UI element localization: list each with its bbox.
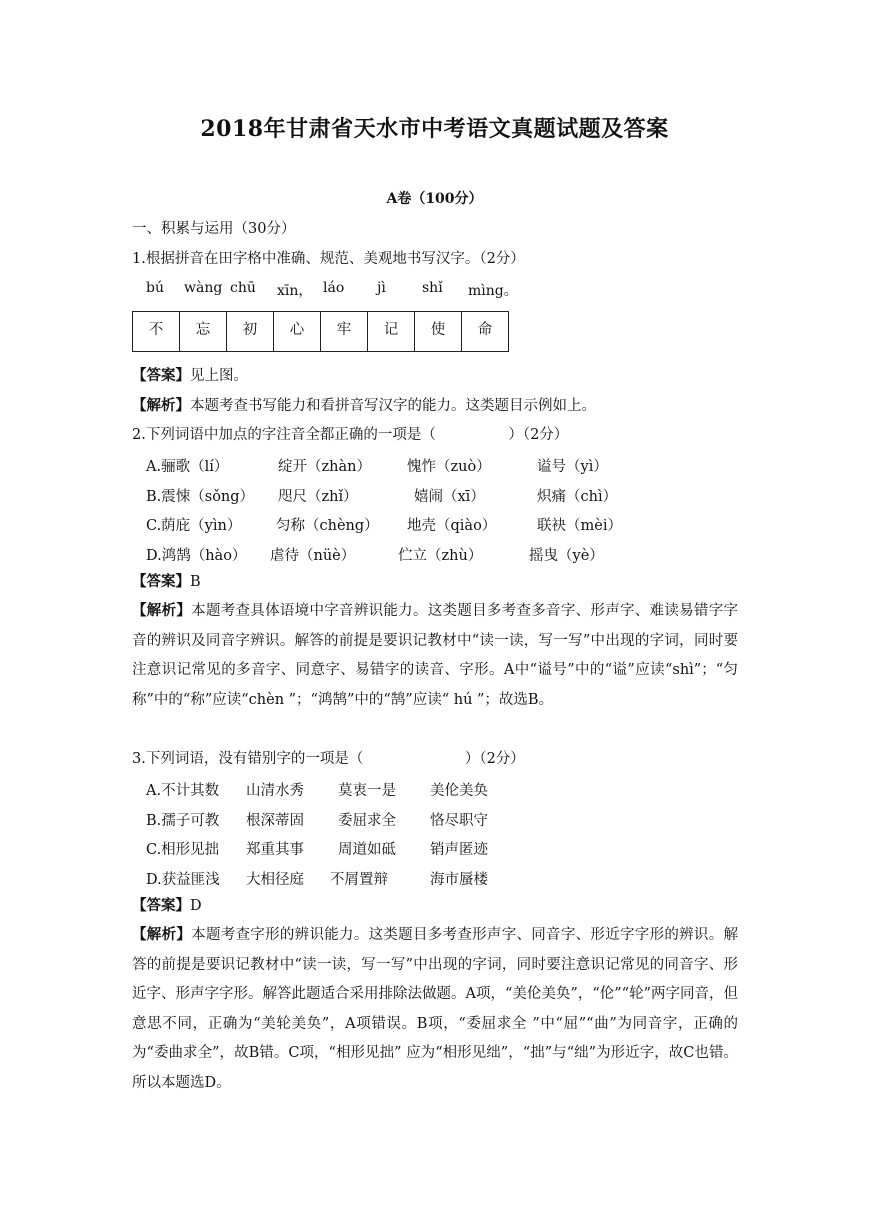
analysis-text: 本题考查字形的辨识能力。这类题目多考查形声字、同音字、形近字字形的辨识。解答的前提是要识记教材中“读一读，写一写”中出现的字词，同时要注意识记常见的同音字、形近字、形声字字形。解答此题适合采用排除法做题。A项，“美伦美奂”，“伦”“轮”两字同音，但意思不同，正确为“美轮美奂”，A项错误。B项，“委屈求全 ”中“屈”“曲”为同音字，正确的为“委曲求全”，故B错。C项，“相形见拙” 应为“相形见绌”，“拙”与“绌”为形近字，故C也错。所以本题选D。: [132, 927, 739, 1091]
q2-option-b-2: 咫尺（zhǐ）: [278, 489, 358, 505]
pinyin: jì: [377, 280, 386, 296]
q1-character-grid: [132, 311, 509, 352]
q2-option-d-2: 虐待（nüè）: [270, 548, 356, 564]
q3-option-d-1: D.获益匪浅: [146, 872, 220, 888]
q3-option-d-2: 大相径庭: [246, 872, 304, 888]
q2-option-a-2: 绽开（zhàn）: [278, 459, 371, 475]
analysis-text: 本题考查具体语境中字音辨识能力。这类题目多考查多音字、形声字、难读易错字字音的辨识及同音字辨识。解答的前提是要识记教材中“读一读，写一写”中出现的字词，同时要注意识记常见的多音字、同意字、易错字的读音、字形。A中“谥号”中的“谥”应读“shì”；“匀称”中的“称”应读“chèn ”；“鸿鹄”中的“鹄”应读“ hú ”；故选B。: [132, 603, 739, 708]
document-title: 2018年甘肃省天水市中考语文真题试题及答案: [200, 116, 669, 142]
grid-cell: 使: [415, 312, 462, 352]
q2-option-d-4: 摇曳（yè）: [529, 548, 604, 564]
grid-cell: 心: [274, 312, 321, 352]
answer-text: D: [190, 898, 202, 914]
q2-option-c-1: C.荫庇（yìn）: [146, 518, 242, 534]
grid-cell: 不: [133, 312, 180, 352]
q3-option-d-4: 海市蜃楼: [430, 872, 488, 888]
q3-option-c-1: C.相形见拙: [146, 842, 220, 858]
q3-option-b-1: B.孺子可教: [146, 813, 220, 829]
q2-option-d-1: D.鸿鹄（hào）: [146, 548, 247, 564]
q3-option-c-3: 周道如砥: [338, 842, 396, 858]
grid-cell: 牢: [321, 312, 368, 352]
q2-option-b-4: 炽痛（chì）: [537, 489, 618, 505]
pinyin: shǐ: [422, 280, 443, 296]
pinyin: xīn，: [277, 283, 313, 299]
q2-option-c-3: 地壳（qiào）: [407, 518, 497, 534]
q2-stem: 2.下列词语中加点的字注音全都正确的一项是（ ）（2分）: [132, 427, 569, 443]
q3-option-b-4: 恪尽职守: [430, 813, 488, 829]
pinyin: láo: [323, 280, 345, 296]
q3-option-c-4: 销声匿迹: [430, 842, 488, 858]
q2-option-a-4: 谥号（yì）: [537, 459, 608, 475]
grid-cell: 忘: [180, 312, 227, 352]
q2-option-a-1: A.骊歌（lí）: [146, 459, 229, 475]
q2-option-c-2: 匀称（chèng）: [276, 518, 379, 534]
pinyin: chū: [230, 280, 256, 296]
q2-option-b-3: 嬉闹（xī）: [414, 489, 485, 505]
q3-option-d-3: 不屑置辩: [330, 872, 388, 888]
answer-text: B: [190, 574, 201, 590]
q2-analysis: [132, 596, 738, 715]
q3-stem: 3.下列词语，没有错别字的一项是（ ）（2分）: [132, 751, 525, 767]
q2-answer: [132, 573, 201, 591]
answer-tag: 【答案】: [132, 573, 190, 590]
section-heading: A卷（100分）: [386, 191, 483, 207]
answer-tag: 【答案】: [132, 367, 190, 384]
part-heading: 一、积累与运用（30分）: [132, 221, 296, 237]
q1-answer: [132, 367, 248, 385]
grid-cell: 记: [368, 312, 415, 352]
q3-option-a-3: 莫衷一是: [338, 783, 396, 799]
q3-option-c-2: 郑重其事: [246, 842, 304, 858]
q2-option-a-3: 愧怍（zuò）: [407, 459, 491, 475]
q3-option-b-2: 根深蒂固: [246, 813, 304, 829]
analysis-tag: 【解析】: [132, 926, 192, 943]
pinyin: mìng。: [468, 283, 518, 299]
q3-option-a-1: A.不计其数: [146, 783, 220, 799]
q3-option-b-3: 委屈求全: [338, 813, 396, 829]
q1-stem: 1.根据拼音在田字格中准确、规范、美观地书写汉字。（2分）: [132, 251, 525, 267]
answer-text: 见上图。: [190, 368, 248, 384]
grid-cell: 命: [462, 312, 509, 352]
q3-analysis: [132, 920, 738, 1098]
q3-option-a-4: 美伦美奂: [430, 783, 488, 799]
answer-tag: 【答案】: [132, 897, 190, 914]
analysis-tag: 【解析】: [132, 602, 192, 619]
q2-option-b-1: B.震悚（sǒng）: [146, 489, 255, 505]
pinyin: bú: [146, 280, 164, 296]
analysis-text: 本题考查书写能力和看拼音写汉字的能力。这类题目示例如上。: [190, 398, 596, 414]
q2-option-d-3: 伫立（zhù）: [398, 548, 483, 564]
pinyin: wàng: [184, 280, 223, 296]
q3-option-a-2: 山清水秀: [246, 783, 304, 799]
q3-answer: [132, 897, 202, 915]
grid-cell: 初: [227, 312, 274, 352]
q1-analysis: [132, 397, 596, 415]
q2-option-c-4: 联袂（mèi）: [537, 518, 622, 534]
analysis-tag: 【解析】: [132, 397, 190, 414]
